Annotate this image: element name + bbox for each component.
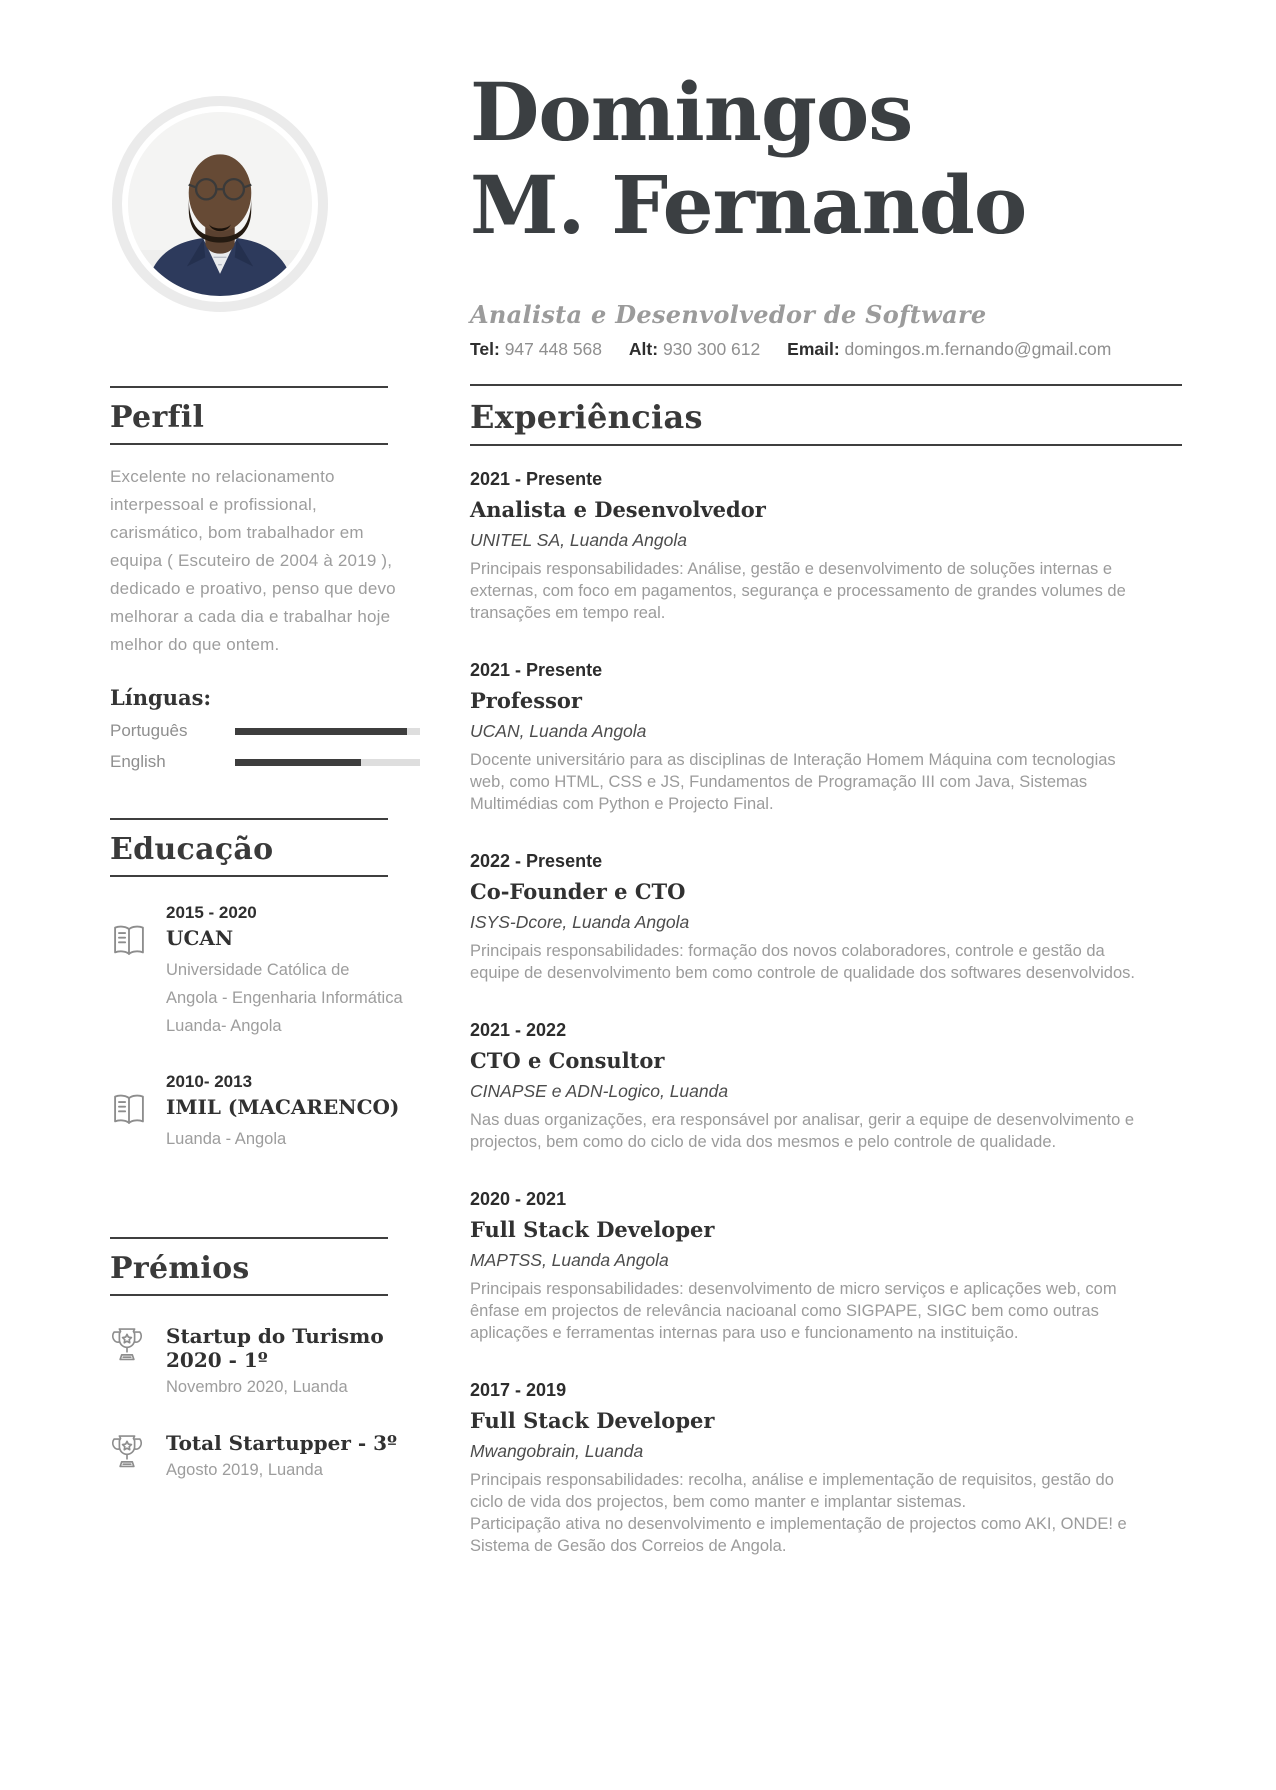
experience-item (470, 1020, 1182, 1153)
experience-role: Full Stack Developer (470, 1407, 715, 1433)
contact-tel (470, 339, 602, 359)
award-title: Total Startupper - 3º (166, 1431, 398, 1455)
award-item-body (166, 1431, 397, 1480)
contact-email-label: Email: (787, 338, 840, 359)
portrait-illustration (128, 112, 312, 296)
language-label: Português (110, 721, 188, 740)
experience-list (470, 469, 1182, 1557)
experience-item (470, 1380, 1182, 1557)
education-details: Luanda - Angola (166, 1130, 287, 1148)
language-row (110, 752, 420, 772)
contact-email (787, 339, 1111, 359)
language-level-fill (235, 728, 407, 735)
award-item-body (166, 1324, 420, 1397)
education-item (110, 903, 420, 1040)
experience-period: 2021 - Presente (470, 468, 603, 489)
award-item (110, 1431, 420, 1480)
person-name (470, 66, 1182, 252)
experience-period: 2022 - Presente (470, 850, 603, 871)
education-school: UCAN (166, 926, 234, 950)
profile-photo (122, 106, 318, 302)
experience-period: 2020 - 2021 (470, 1188, 567, 1209)
language-level-bar (235, 728, 420, 735)
experience-organization: ISYS-Dcore, Luanda Angola (470, 911, 690, 932)
right-column (470, 0, 1182, 1593)
languages-heading: Línguas: (110, 685, 212, 710)
experience-section (470, 384, 1182, 1557)
experience-item (470, 469, 1182, 624)
contact-alt-value: 930 300 612 (662, 338, 761, 359)
experience-item (470, 1189, 1182, 1344)
book-icon (110, 903, 166, 1040)
education-period: 2015 - 2020 (166, 903, 257, 922)
education-item (110, 1072, 420, 1153)
experience-description: Principais responsabilidades: desenvolvimento de micro serviços e aplicações web, com ênfase em projectos de relevância nacioanal como SIGPAPE, SIGC bem como outras aplicações e ferramentas internas para uso e funcionamento na instituição. (470, 1279, 1117, 1342)
experience-description: Nas duas organizações, era responsável por analisar, gerir a equipe de desenvolvimento e projectos, bem como do ciclo de vida dos mesmos e pelo controle de qualidade. (470, 1110, 1135, 1151)
experience-role: CTO e Consultor (470, 1047, 665, 1073)
experience-period: 2021 - 2022 (470, 1019, 567, 1040)
experience-role: Analista e Desenvolvedor (470, 496, 766, 522)
book-icon (110, 1072, 166, 1153)
awards-list (110, 1324, 420, 1480)
education-heading: Educação (110, 818, 388, 877)
contact-alt (629, 339, 760, 359)
experience-description: Principais responsabilidades: formação dos novos colaboradores, controle e gestão da equipe de desenvolvimento bem como controle de qualidade dos softwares desenvolvidos. (470, 941, 1135, 982)
languages-section (110, 685, 420, 772)
contact-email-value: domingos.m.fernando@gmail.com (844, 338, 1112, 359)
award-date: Novembro 2020, Luanda (166, 1378, 348, 1396)
experience-item (470, 660, 1182, 815)
trophy-icon (110, 1431, 166, 1480)
experience-role: Co-Founder e CTO (470, 878, 686, 904)
education-period: 2010- 2013 (166, 1072, 253, 1091)
profile-heading: Perfil (110, 386, 388, 445)
language-label: English (110, 752, 166, 771)
profile-section (110, 386, 420, 659)
education-item-body (166, 903, 403, 1040)
education-school: IMIL (MACARENCO) (166, 1095, 400, 1119)
language-level-fill (235, 759, 361, 766)
profile-text: Excelente no relacionamento interpessoal e profissional, carismático, bom trabalhador em equipa ( Escuteiro de 2004 à 2019 ), dedicado e proativo, penso que devo melhorar a cada dia e trabalhar hoje melhor do que ontem. (110, 467, 396, 654)
experience-period: 2021 - Presente (470, 659, 603, 680)
person-name-line1: Domingos (470, 65, 913, 159)
contact-tel-label: Tel: (470, 338, 500, 359)
awards-section (110, 1237, 420, 1480)
education-details: Universidade Católica de Angola - Engenharia Informática Luanda- Angola (166, 961, 403, 1035)
experience-organization: UCAN, Luanda Angola (470, 720, 647, 741)
job-title: Analista e Desenvolvedor de Software (470, 299, 987, 329)
education-list (110, 903, 420, 1153)
experience-organization: MAPTSS, Luanda Angola (470, 1249, 669, 1270)
contact-line (470, 339, 1182, 360)
contact-tel-value: 947 448 568 (504, 338, 603, 359)
experience-period: 2017 - 2019 (470, 1379, 567, 1400)
language-row (110, 721, 420, 741)
experience-description: Docente universitário para as disciplinas de Interação Homem Máquina com tecnologias web, como HTML, CSS e JS, Fundamentos de Programação III com Java, Sistemas Multimédias com Python e Projecto Final. (470, 750, 1116, 813)
languages-list (110, 721, 420, 772)
award-title: Startup do Turismo 2020 - 1º (166, 1324, 384, 1372)
award-date: Agosto 2019, Luanda (166, 1461, 323, 1479)
experience-description: Principais responsabilidades: recolha, análise e implementação de requisitos, gestão do ciclo de vida dos projectos, bem como manter e implantar sistemas. Participação ativa no desenvolvimento e implementação de projectos como AKI, ONDE! e Sistema de Gesão dos Correios de Angola. (470, 1470, 1127, 1555)
trophy-icon (110, 1324, 166, 1397)
contact-alt-label: Alt: (628, 338, 659, 359)
experience-organization: UNITEL SA, Luanda Angola (470, 529, 687, 550)
portrait-image (122, 106, 318, 302)
experience-heading: Experiências (470, 384, 1182, 446)
language-level-bar (235, 759, 420, 766)
award-item (110, 1324, 420, 1397)
education-item-body (166, 1072, 399, 1153)
experience-organization: CINAPSE e ADN-Logico, Luanda (470, 1080, 729, 1101)
education-section (110, 818, 420, 1153)
experience-organization: Mwangobrain, Luanda (470, 1440, 644, 1461)
experience-role: Full Stack Developer (470, 1216, 715, 1242)
experience-description: Principais responsabilidades: Análise, gestão e desenvolvimento de soluções internas e externas, com foco em pagamentos, segurança e processamento de grandes volumes de transações em tempo real. (470, 559, 1126, 622)
experience-item (470, 851, 1182, 984)
left-column (110, 0, 420, 1480)
experience-role: Professor (470, 687, 582, 713)
person-name-line2: M. Fernando (470, 157, 1027, 252)
awards-heading: Prémios (110, 1237, 388, 1296)
